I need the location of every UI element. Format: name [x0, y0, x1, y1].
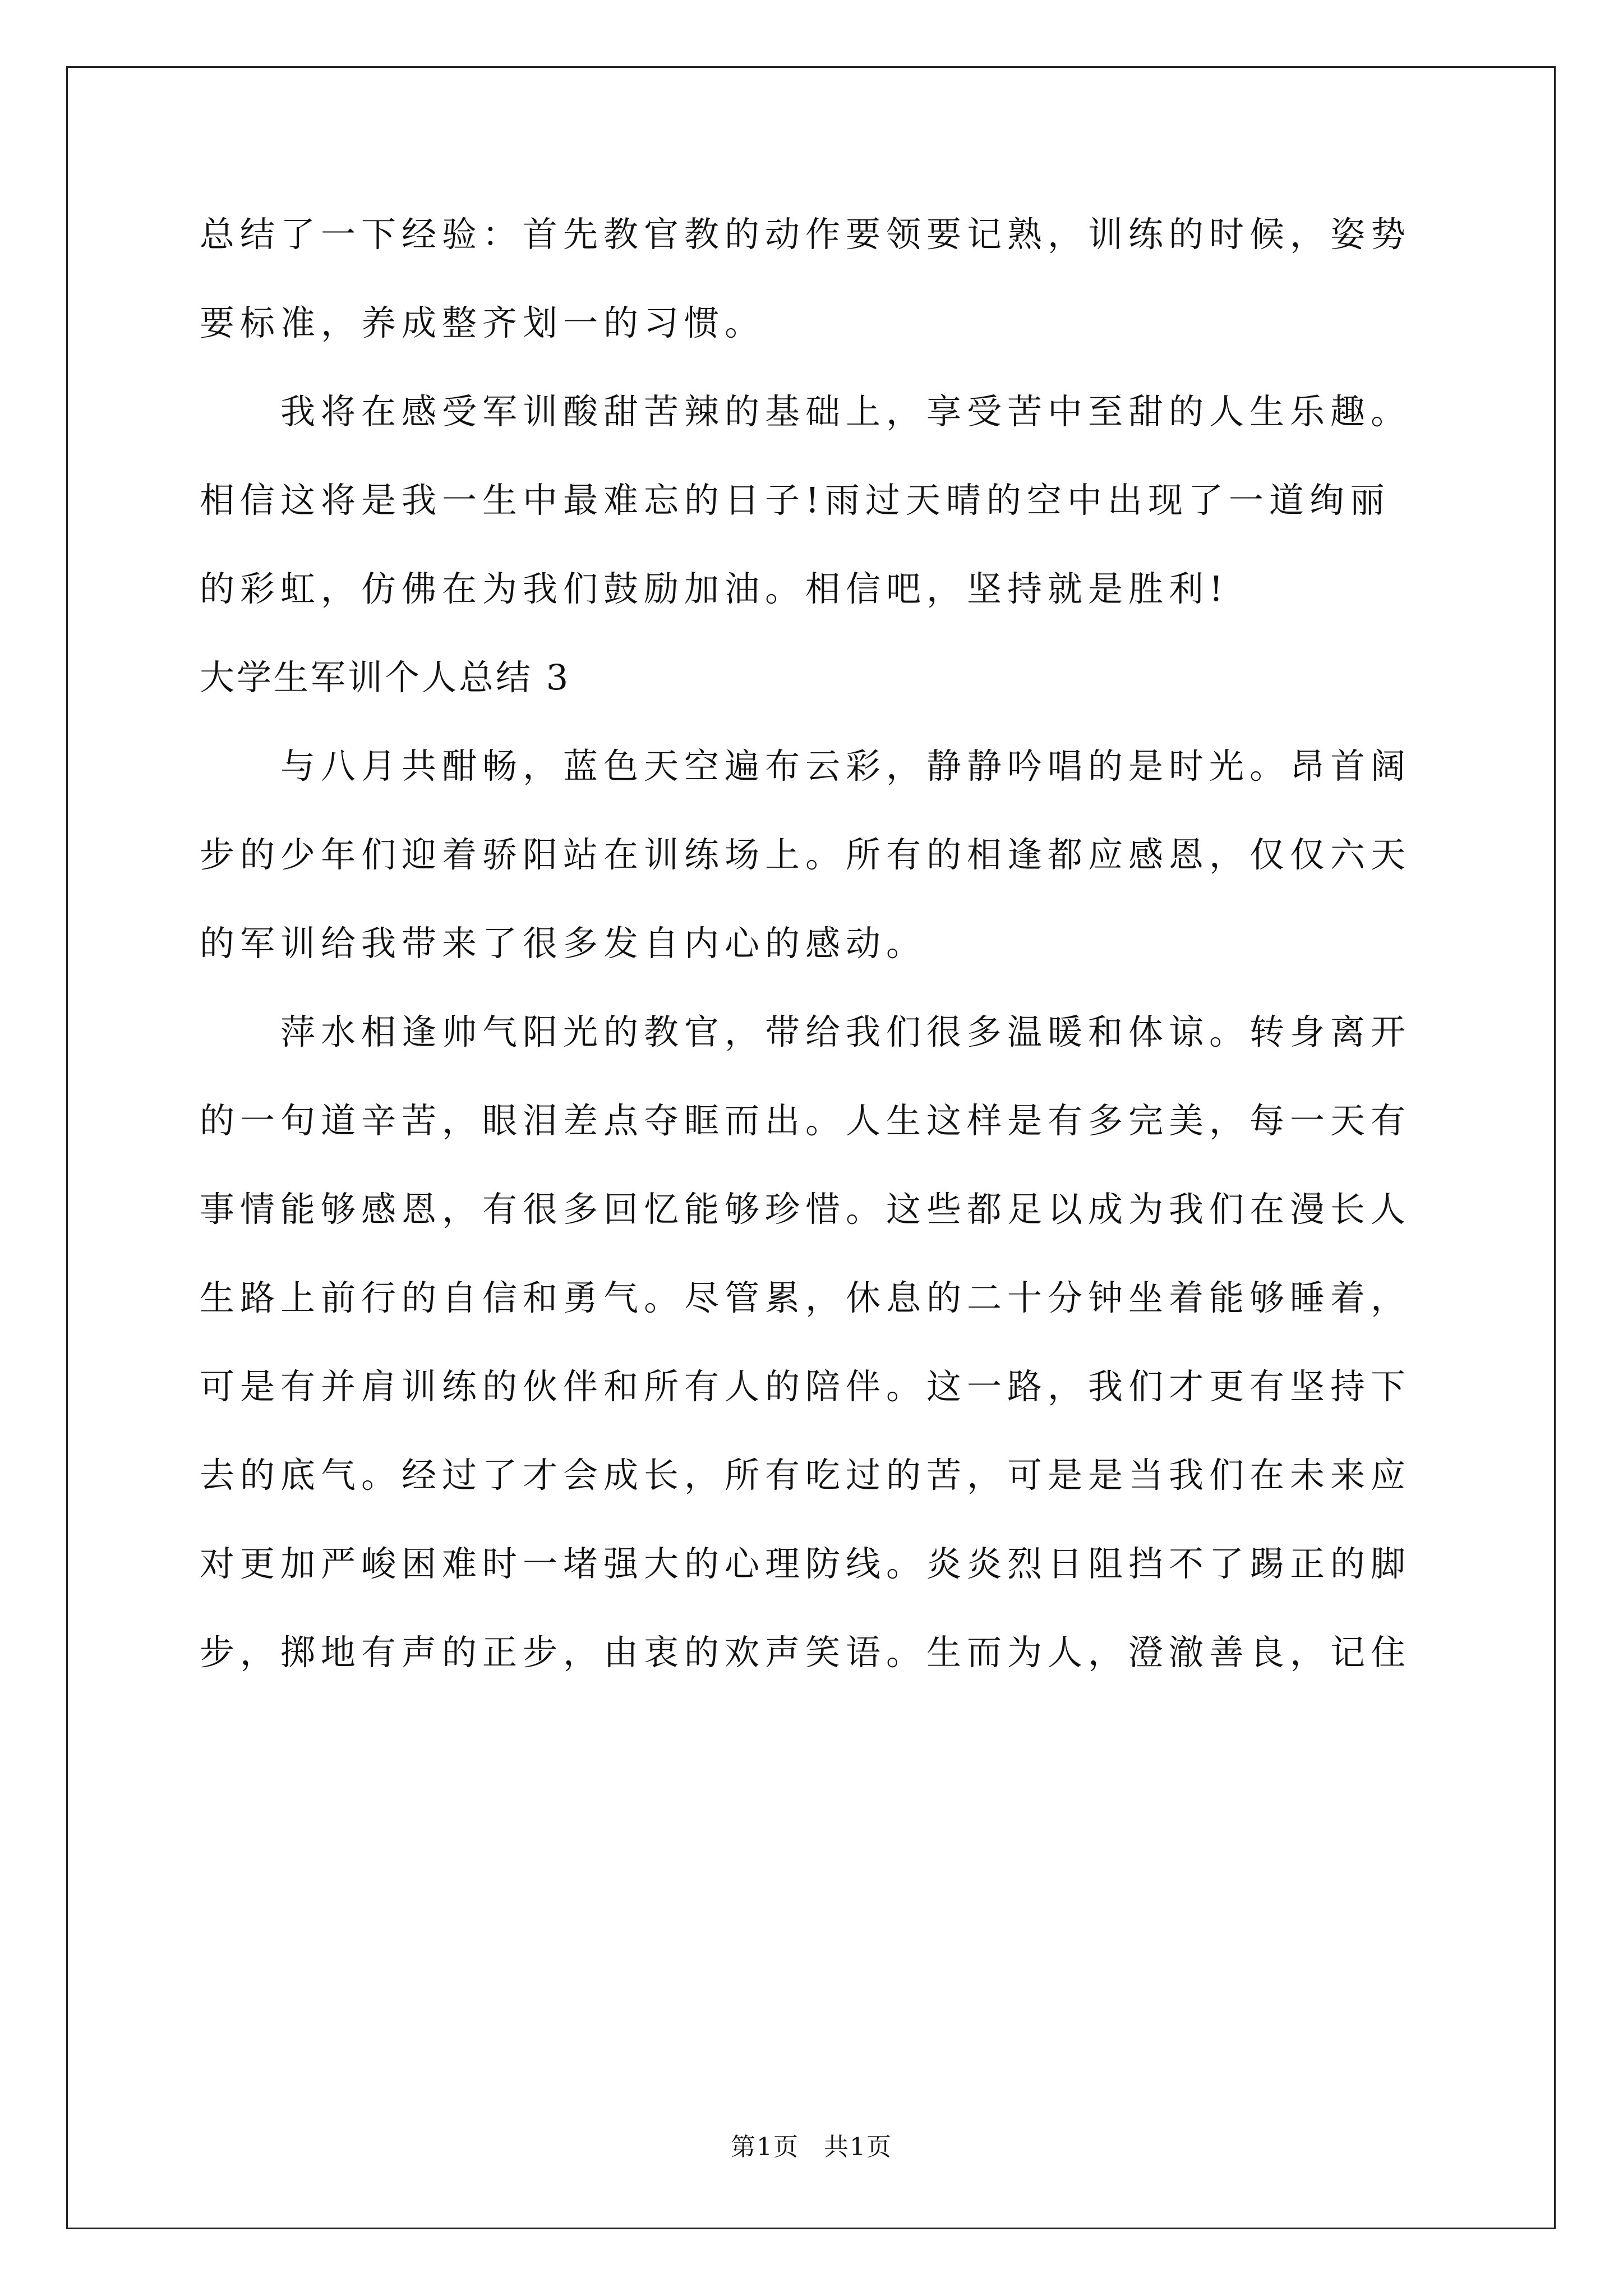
body-line-4: 相信这将是我一生中最难忘的日子!雨过天晴的空中出现了一道绚丽 [200, 480, 1390, 521]
body-line-8: 步的少年们迎着骄阳站在训练场上。所有的相逢都应感恩，仅仅六天 [200, 834, 1412, 875]
section-heading: 大学生军训个人总结 3 [200, 657, 571, 698]
page-number-total: 共1页 [824, 2133, 892, 2161]
body-line-16: 对更加严峻困难时一堵强大的心理防线。炎炎烈日阻挡不了踢正的脚 [200, 1543, 1412, 1584]
document-body [200, 213, 1422, 1720]
body-line-10: 萍水相逢帅气阳光的教官，带给我们很多温暖和体谅。转身离开 [280, 1011, 1412, 1052]
body-line-2: 要标准，养成整齐划一的习惯。 [200, 302, 766, 343]
body-line-17: 步，掷地有声的正步，由衷的欢声笑语。生而为人，澄澈善良，记住 [200, 1632, 1412, 1673]
page-footer [0, 2132, 1623, 2163]
body-line-3: 我将在感受军训酸甜苦辣的基础上，享受苦中至甜的人生乐趣。 [280, 391, 1412, 432]
body-line-5: 的彩虹，仿佛在为我们鼓励加油。相信吧，坚持就是胜利! [200, 568, 1229, 609]
body-line-9: 的军训给我带来了很多发自内心的感动。 [200, 923, 927, 964]
body-line-11: 的一句道辛苦，眼泪差点夺眶而出。人生这样是有多完美，每一天有 [200, 1100, 1412, 1141]
body-line-7: 与八月共酣畅，蓝色天空遍布云彩，静静吟唱的是时光。昂首阔 [280, 746, 1412, 786]
body-line-1: 总结了一下经验：首先教官教的动作要领要记熟，训练的时候，姿势 [200, 214, 1412, 255]
body-line-13: 生路上前行的自信和勇气。尽管累，休息的二十分钟坐着能够睡着， [200, 1277, 1412, 1318]
body-line-14: 可是有并肩训练的伙伴和所有人的陪伴。这一路，我们才更有坚持下 [200, 1366, 1412, 1407]
page-number-current: 第1页 [731, 2133, 799, 2161]
body-line-12: 事情能够感恩，有很多回忆能够珍惜。这些都足以成为我们在漫长人 [200, 1189, 1412, 1230]
body-line-15: 去的底气。经过了才会成长，所有吃过的苦，可是是当我们在未来应 [200, 1455, 1412, 1496]
